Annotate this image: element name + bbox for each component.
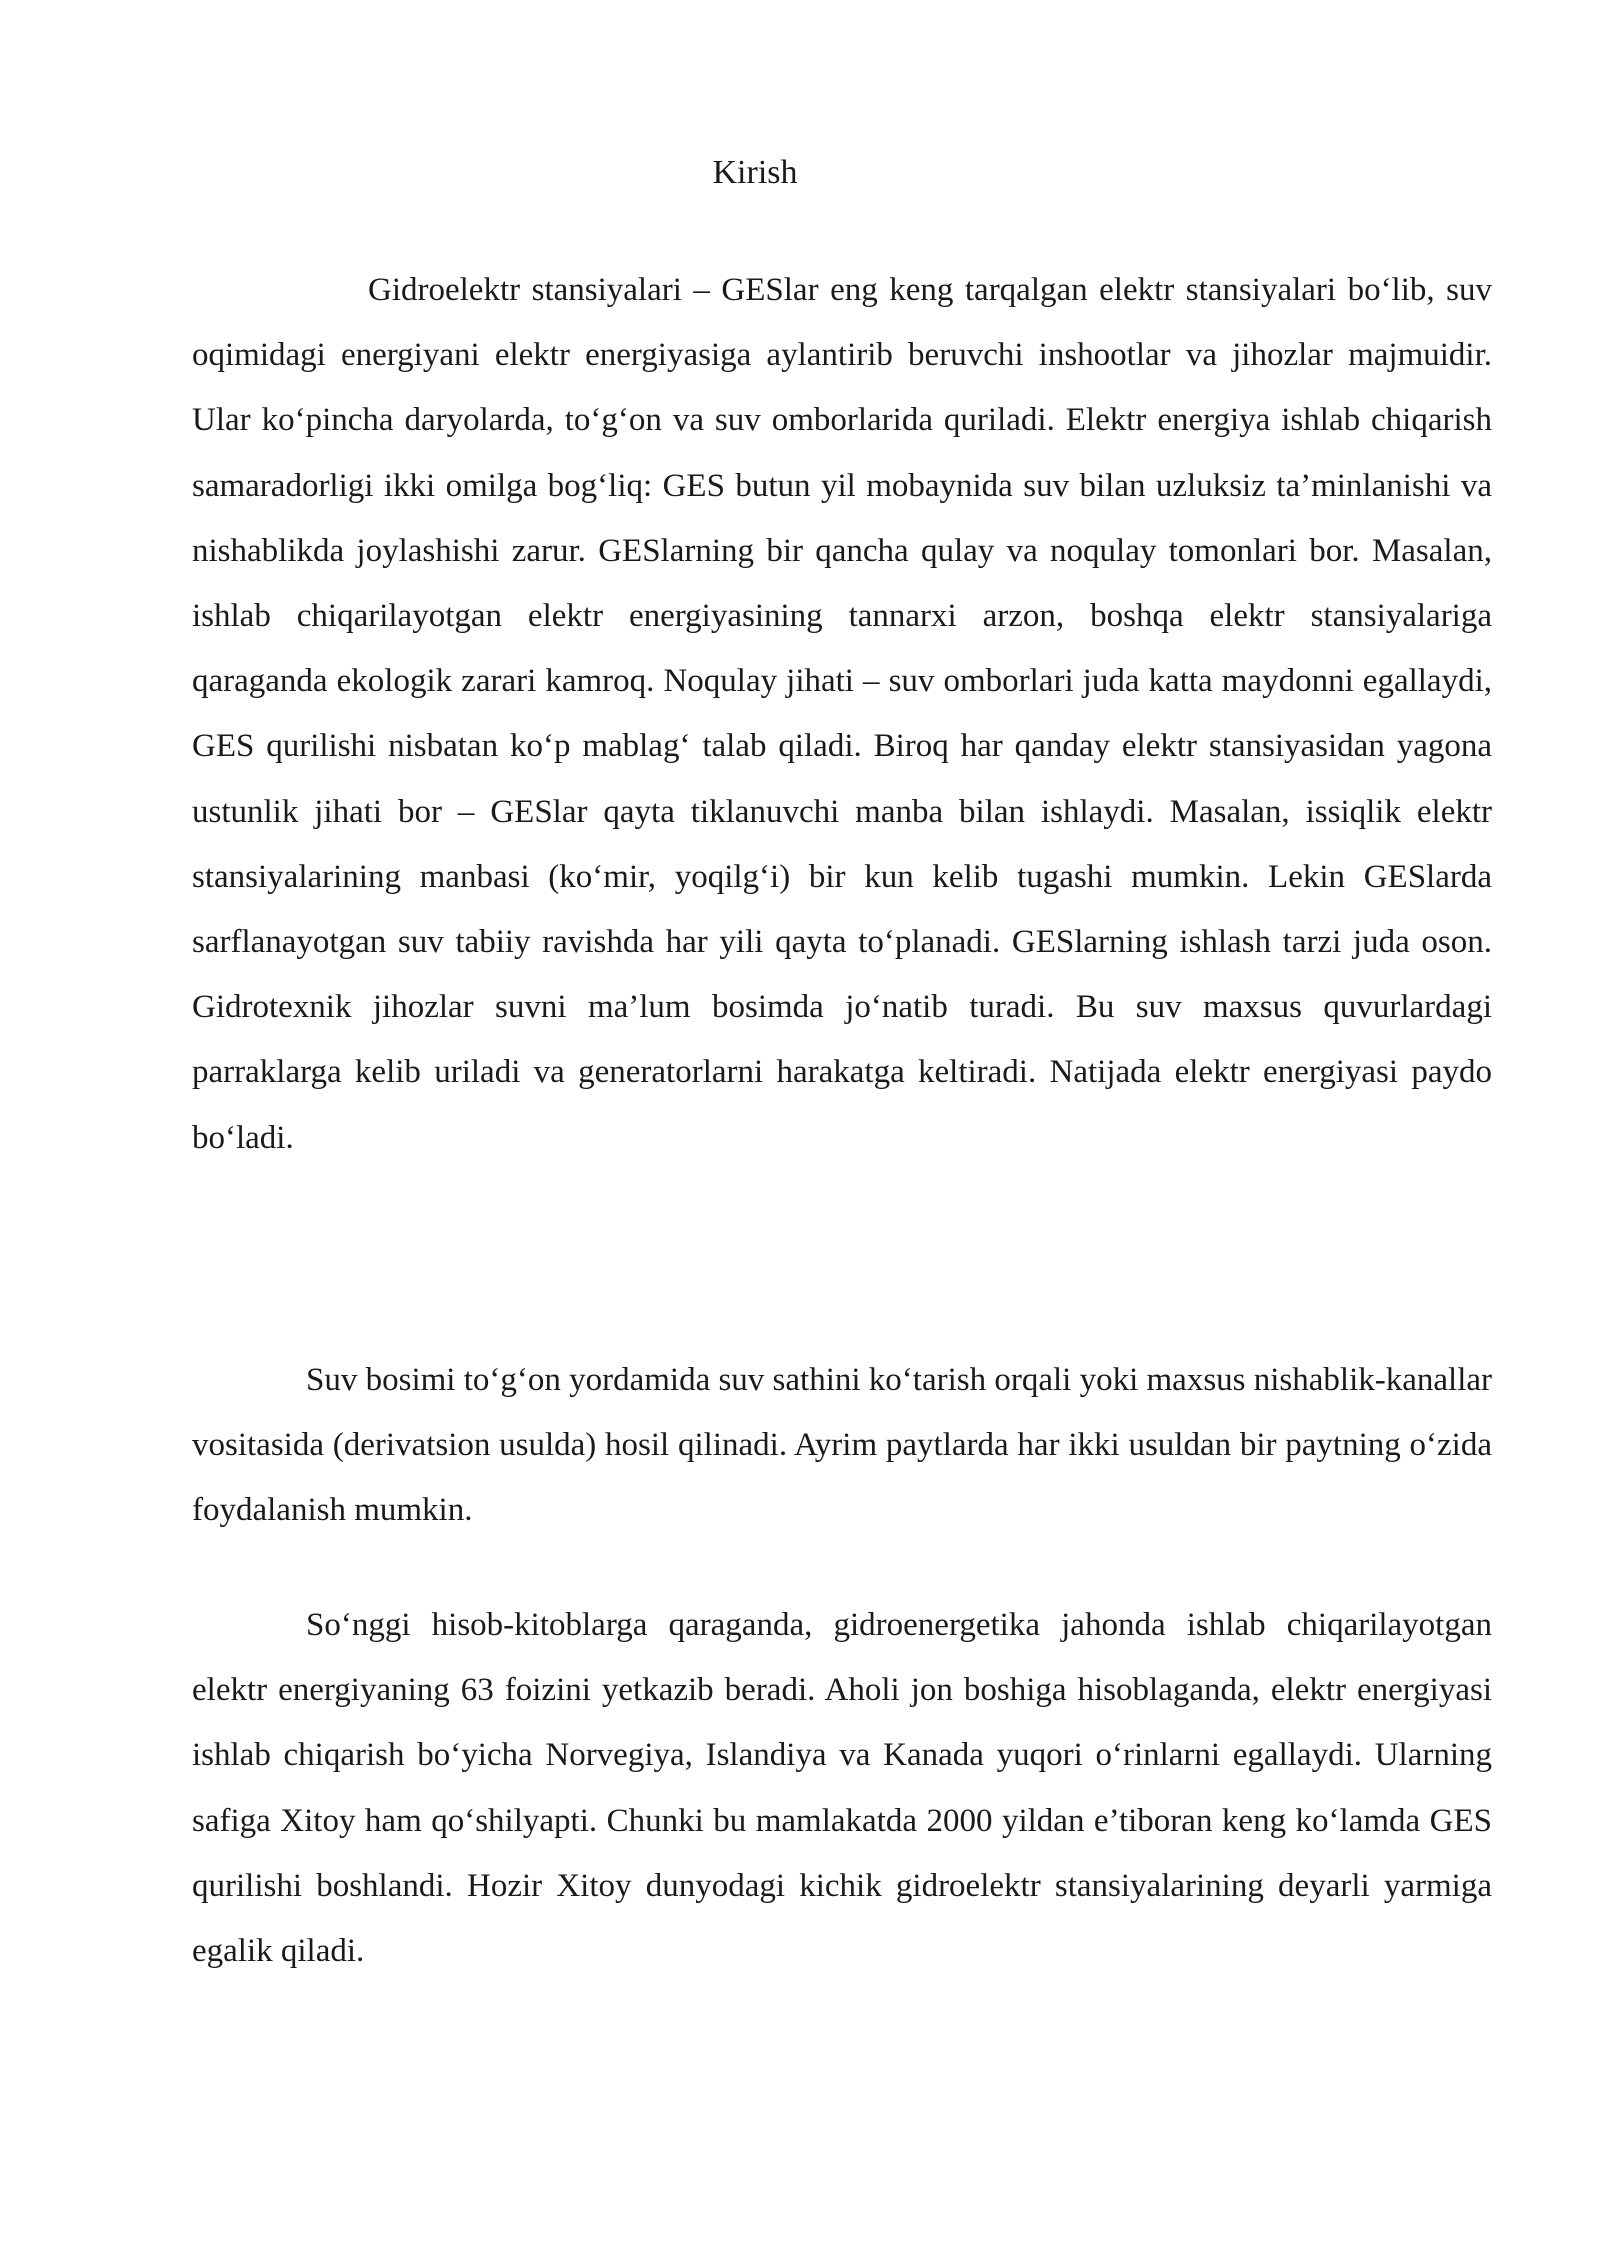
paragraph-water-pressure — [192, 1348, 1492, 1544]
paragraph-text: Suv bosimi to‘g‘on yordamida suv sathini ko‘tarish orqali yoki maxsus nishablik-kanallar vositasida (derivatsion usulda) hosil qilinadi. Ayrim paytlarda har ikki usuldan bir paytning o‘zida foydalanish mumkin. — [192, 1362, 1493, 1529]
paragraph-text: So‘nggi hisob-kitoblarga qaraganda, gidroenergetika jahonda ishlab chiqarilayotgan elektr energiyaning 63 foizini yetkazib beradi. Aholi jon boshiga hisoblaganda, elektr energiyasi ishlab chiqarish bo‘yicha Norvegiya, Islandiya va Kanada yuqori o‘rinlarni egallaydi. Ularning safiga Xitoy ham qo‘shilyapti. Chunki bu mamlakatda 2000 yildan e’tiboran keng ko‘lamda GES qurilishi boshlandi. Hozir Xitoy dunyodagi kichik gidroelektr stansiyalarining deyarli yarmiga egalik qiladi. — [192, 1607, 1492, 1970]
page-title: Kirish — [712, 154, 798, 191]
paragraph-statistics — [192, 1593, 1492, 1984]
paragraph-text: Gidroelektr stansiyalari – GESlar eng keng tarqalgan elektr stansiyalari bo‘lib, suv oqimidagi energiyani elektr energiyasiga aylantirib beruvchi inshootlar va jihozlar majmuidir. Ular ko‘pincha daryolarda, to‘g‘on va suv omborlarida quriladi. Elektr energiya ishlab chiqarish samaradorligi ikki omilga bog‘liq: GES butun yil mobaynida suv bilan uzluksiz ta’minlanishi va nishablikda joylashishi zarur. GESlarning bir qancha qulay va noqulay tomonlari bor. Masalan, ishlab chiqarilayotgan elektr energiyasining tannarxi arzon, boshqa elektr stansiyalariga qaraganda ekologik zarari kamroq. Noqulay jihati – suv omborlari juda katta maydonni egallaydi, GES qurilishi nisbatan ko‘p mablag‘ talab qiladi. Biroq har qanday elektr stansiyasidan yagona ustunlik jihati bor – GESlar qayta tiklanuvchi manba bilan ishlaydi. Masalan, issiqlik elektr stansiyalarining manbasi (ko‘mir, yoqilg‘i) bir kun kelib tugashi mumkin. Lekin GESlarda sarflanayotgan suv tabiiy ravishda har yili qayta to‘planadi. GESlarning ishlash tarzi juda oson. Gidrotexnik jihozlar suvni ma’lum bosimda jo‘natib turadi. Bu suv maxsus quvurlardagi parraklarga kelib uriladi va generatorlarni harakatga keltiradi. Natijada elektr energiyasi paydo bo‘ladi. — [192, 272, 1492, 1156]
paragraph-intro — [192, 258, 1492, 1171]
